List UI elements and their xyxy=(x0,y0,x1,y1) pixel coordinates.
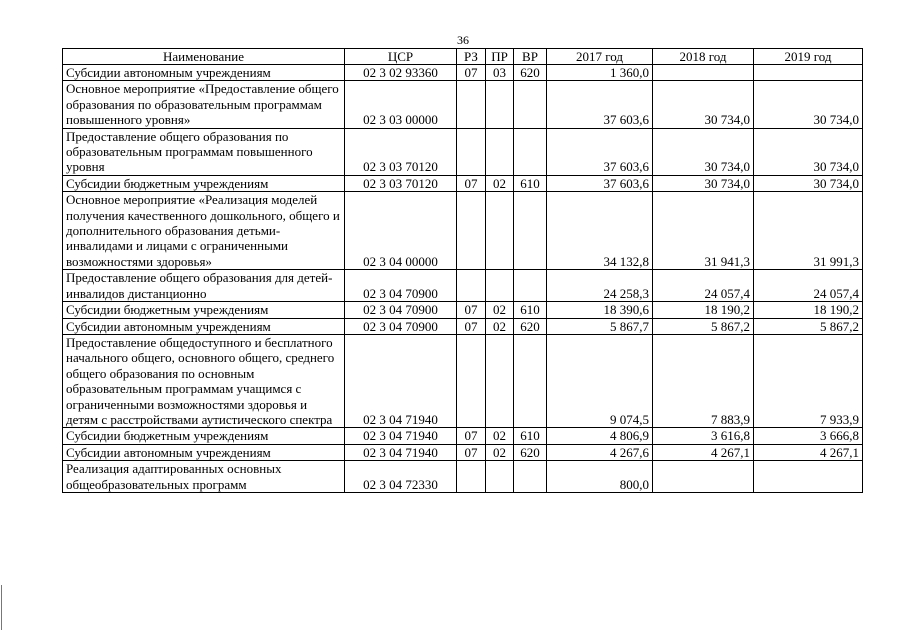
row-2017: 4 267,6 xyxy=(547,444,653,460)
row-pr xyxy=(486,192,514,270)
table-row xyxy=(63,461,863,493)
row-2018: 3 616,8 xyxy=(653,428,754,444)
row-vr xyxy=(514,461,547,493)
row-rz: 07 xyxy=(457,65,486,81)
row-2018: 5 867,2 xyxy=(653,318,754,334)
table-row xyxy=(63,334,863,427)
row-2019: 30 734,0 xyxy=(754,128,863,175)
table-header-row xyxy=(63,49,863,65)
header-2018: 2018 год xyxy=(653,49,754,65)
row-2019: 31 991,3 xyxy=(754,192,863,270)
row-name: Предоставление общего образования для детей-инвалидов дистанционно xyxy=(63,270,345,302)
row-csr: 02 3 03 70120 xyxy=(345,175,457,191)
row-pr: 03 xyxy=(486,65,514,81)
row-name: Субсидии бюджетным учреждениям xyxy=(63,428,345,444)
row-rz xyxy=(457,334,486,427)
row-2018: 7 883,9 xyxy=(653,334,754,427)
row-vr: 610 xyxy=(514,175,547,191)
row-2017: 4 806,9 xyxy=(547,428,653,444)
table-row xyxy=(63,318,863,334)
row-pr xyxy=(486,81,514,128)
row-2019: 30 734,0 xyxy=(754,175,863,191)
table-row xyxy=(63,175,863,191)
row-csr: 02 3 02 93360 xyxy=(345,65,457,81)
row-pr: 02 xyxy=(486,318,514,334)
row-csr: 02 3 04 70900 xyxy=(345,270,457,302)
row-2019: 30 734,0 xyxy=(754,81,863,128)
row-name: Субсидии автономным учреждениям xyxy=(63,65,345,81)
row-2019 xyxy=(754,65,863,81)
row-2018: 30 734,0 xyxy=(653,81,754,128)
row-rz xyxy=(457,81,486,128)
row-2018: 30 734,0 xyxy=(653,128,754,175)
row-pr xyxy=(486,270,514,302)
row-pr: 02 xyxy=(486,175,514,191)
row-vr xyxy=(514,128,547,175)
table-row xyxy=(63,444,863,460)
row-2017: 5 867,7 xyxy=(547,318,653,334)
row-2017: 37 603,6 xyxy=(547,128,653,175)
table-row xyxy=(63,428,863,444)
row-2019: 5 867,2 xyxy=(754,318,863,334)
row-vr xyxy=(514,81,547,128)
row-csr: 02 3 04 71940 xyxy=(345,334,457,427)
row-rz xyxy=(457,270,486,302)
row-name: Субсидии автономным учреждениям xyxy=(63,318,345,334)
row-pr xyxy=(486,334,514,427)
row-csr: 02 3 04 71940 xyxy=(345,428,457,444)
row-2018: 4 267,1 xyxy=(653,444,754,460)
row-name: Основное мероприятие «Реализация моделей получения качественного дошкольного, общего и дополнительного образования детьми-инвалидами и лицами с ограниченными возможностями здоровья» xyxy=(63,192,345,270)
row-2018 xyxy=(653,65,754,81)
header-vr: ВР xyxy=(514,49,547,65)
row-csr: 02 3 03 70120 xyxy=(345,128,457,175)
row-2018: 24 057,4 xyxy=(653,270,754,302)
table-row xyxy=(63,81,863,128)
row-vr: 610 xyxy=(514,428,547,444)
row-2018: 18 190,2 xyxy=(653,302,754,318)
header-2017: 2017 год xyxy=(547,49,653,65)
row-2017: 800,0 xyxy=(547,461,653,493)
row-pr: 02 xyxy=(486,428,514,444)
row-name: Субсидии бюджетным учреждениям xyxy=(63,175,345,191)
budget-table xyxy=(62,48,863,493)
row-rz: 07 xyxy=(457,318,486,334)
row-pr: 02 xyxy=(486,444,514,460)
row-rz xyxy=(457,128,486,175)
table-row xyxy=(63,128,863,175)
row-2018: 31 941,3 xyxy=(653,192,754,270)
row-2019: 7 933,9 xyxy=(754,334,863,427)
row-csr: 02 3 04 72330 xyxy=(345,461,457,493)
row-2017: 18 390,6 xyxy=(547,302,653,318)
row-pr xyxy=(486,461,514,493)
row-2019 xyxy=(754,461,863,493)
row-vr xyxy=(514,270,547,302)
row-2019: 3 666,8 xyxy=(754,428,863,444)
row-2017: 24 258,3 xyxy=(547,270,653,302)
row-2019: 24 057,4 xyxy=(754,270,863,302)
row-rz: 07 xyxy=(457,444,486,460)
row-2017: 34 132,8 xyxy=(547,192,653,270)
scan-edge-mark xyxy=(1,585,2,630)
row-2017: 1 360,0 xyxy=(547,65,653,81)
row-vr xyxy=(514,192,547,270)
row-csr: 02 3 04 70900 xyxy=(345,302,457,318)
row-csr: 02 3 03 00000 xyxy=(345,81,457,128)
row-vr: 620 xyxy=(514,318,547,334)
row-2017: 9 074,5 xyxy=(547,334,653,427)
row-vr: 620 xyxy=(514,65,547,81)
page-number: 36 xyxy=(457,33,469,47)
table-row xyxy=(63,65,863,81)
row-csr: 02 3 04 00000 xyxy=(345,192,457,270)
row-name: Основное мероприятие «Предоставление общего образования по образовательным программам повышенного уровня» xyxy=(63,81,345,128)
table-row xyxy=(63,302,863,318)
row-rz: 07 xyxy=(457,175,486,191)
table-row xyxy=(63,270,863,302)
row-csr: 02 3 04 71940 xyxy=(345,444,457,460)
header-rz: РЗ xyxy=(457,49,486,65)
row-name: Предоставление общедоступного и бесплатного начального общего, основного общего, среднего общего образования по основным образовательным программам учащимся с ограниченными возможностями здоровья и детям с расстройствами аутистического спектра xyxy=(63,334,345,427)
row-2017: 37 603,6 xyxy=(547,175,653,191)
row-2018: 30 734,0 xyxy=(653,175,754,191)
row-name: Реализация адаптированных основных общеобразовательных программ xyxy=(63,461,345,493)
table-row xyxy=(63,192,863,270)
row-name: Предоставление общего образования по образовательным программам повышенного уровня xyxy=(63,128,345,175)
header-pr: ПР xyxy=(486,49,514,65)
row-2017: 37 603,6 xyxy=(547,81,653,128)
header-2019: 2019 год xyxy=(754,49,863,65)
row-rz xyxy=(457,461,486,493)
row-vr xyxy=(514,334,547,427)
row-name: Субсидии автономным учреждениям xyxy=(63,444,345,460)
row-2019: 4 267,1 xyxy=(754,444,863,460)
row-pr: 02 xyxy=(486,302,514,318)
row-2018 xyxy=(653,461,754,493)
row-name: Субсидии бюджетным учреждениям xyxy=(63,302,345,318)
row-vr: 610 xyxy=(514,302,547,318)
row-rz: 07 xyxy=(457,302,486,318)
row-2019: 18 190,2 xyxy=(754,302,863,318)
row-pr xyxy=(486,128,514,175)
row-csr: 02 3 04 70900 xyxy=(345,318,457,334)
row-rz: 07 xyxy=(457,428,486,444)
header-csr: ЦСР xyxy=(345,49,457,65)
row-rz xyxy=(457,192,486,270)
row-vr: 620 xyxy=(514,444,547,460)
header-name: Наименование xyxy=(63,49,345,65)
